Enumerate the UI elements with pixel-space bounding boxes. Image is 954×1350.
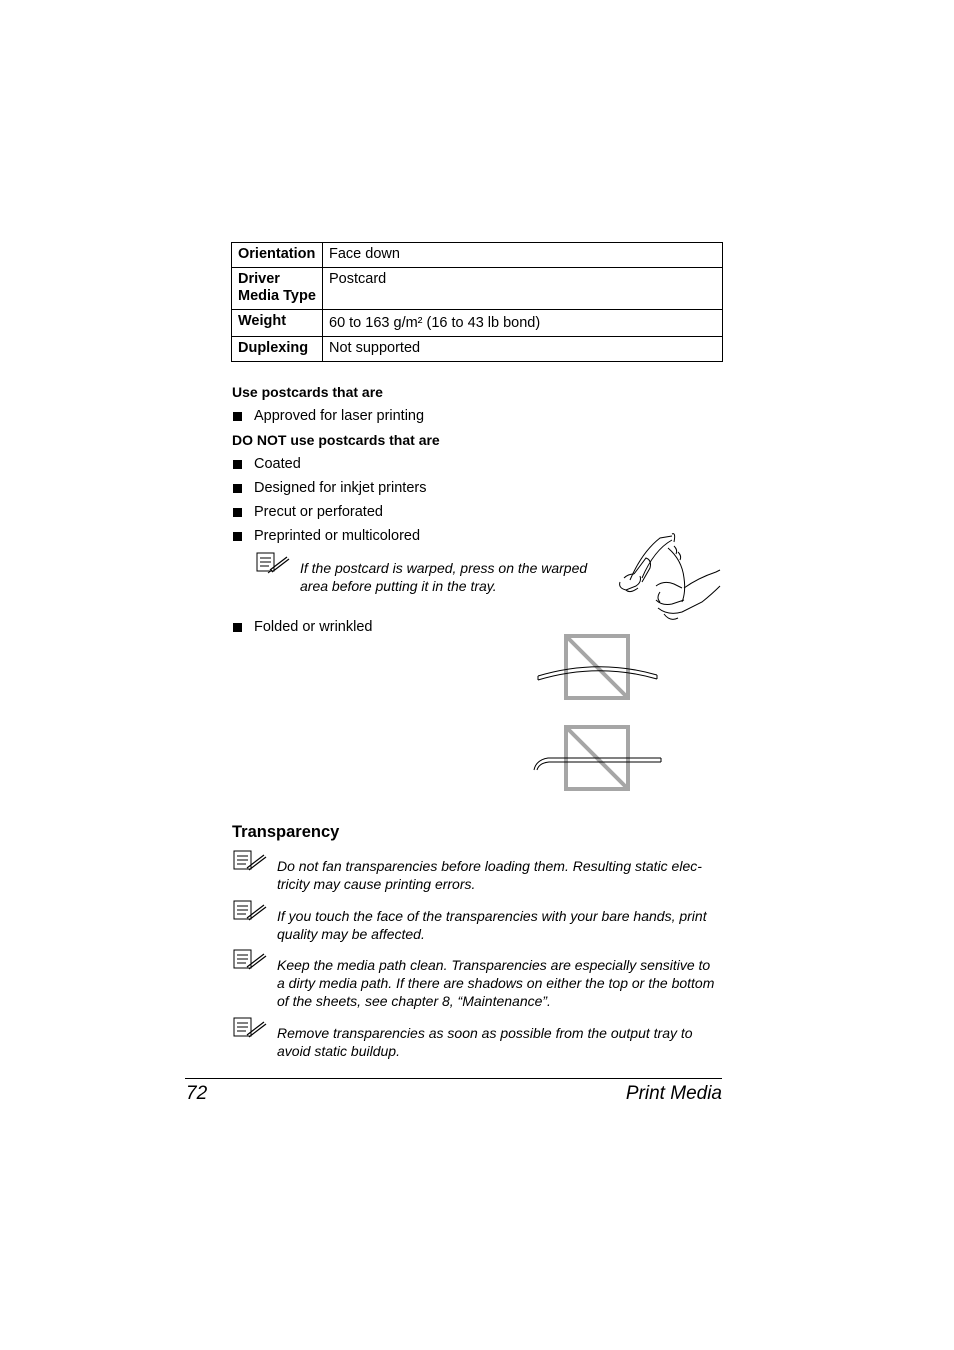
section-heading: Transparency xyxy=(232,823,340,841)
list-item: Approved for laser printing xyxy=(254,408,425,424)
note-pencil-icon xyxy=(256,552,290,574)
donot-heading: DO NOT use postcards that are xyxy=(232,432,440,448)
table-row xyxy=(232,310,723,337)
list-item: Coated xyxy=(254,456,301,472)
folded-postcard-prohibited-illustration xyxy=(530,722,666,794)
table-key: Weight xyxy=(232,310,323,337)
note-line: avoid static buildup. xyxy=(277,1043,400,1059)
transparency-note xyxy=(277,857,702,893)
table-row xyxy=(232,268,723,310)
table-key: Driver Media Type xyxy=(232,268,323,310)
table-value: Not supported xyxy=(323,337,723,362)
note-line: If you touch the face of the transparencies with your bare hands, print xyxy=(277,908,707,924)
transparency-note xyxy=(277,907,707,943)
note-pencil-icon xyxy=(233,850,267,872)
list-item: Preprinted or multicolored xyxy=(254,528,421,544)
footer-section-title: Print Media xyxy=(625,1083,722,1104)
note-line: quality may be affected. xyxy=(277,926,425,942)
page-number: 72 xyxy=(186,1083,208,1104)
note-line: tricity may cause printing errors. xyxy=(277,876,476,892)
table-value: 60 to 163 g/m² (16 to 43 lb bond) xyxy=(323,310,723,337)
table-row xyxy=(232,243,723,268)
note-pencil-icon xyxy=(233,900,267,922)
transparency-note xyxy=(277,956,714,1010)
table-value: Postcard xyxy=(323,268,723,310)
list-item: Folded or wrinkled xyxy=(254,619,373,635)
table-key: Orientation xyxy=(232,243,323,268)
list-item: Precut or perforated xyxy=(254,504,383,520)
use-heading: Use postcards that are xyxy=(232,384,383,400)
note-line: Do not fan transparencies before loading them. Resulting static elec- xyxy=(277,858,702,874)
note-line: Remove transparencies as soon as possible from the output tray to xyxy=(277,1025,693,1041)
footer-rule xyxy=(185,1078,722,1079)
note-line: If the postcard is warped, press on the warped xyxy=(300,560,588,576)
list-item: Designed for inkjet printers xyxy=(254,480,427,496)
note-line: a dirty media path. If there are shadows on either the top or the bottom xyxy=(277,975,715,991)
hands-pressing-postcard-illustration xyxy=(612,530,724,622)
postcard-spec-table xyxy=(231,242,723,362)
transparency-note xyxy=(277,1024,693,1060)
note-pencil-icon xyxy=(233,1017,267,1039)
table-key: Duplexing xyxy=(232,337,323,362)
warp-note xyxy=(300,559,587,595)
note-line: area before putting it in the tray. xyxy=(300,578,497,594)
table-row xyxy=(232,337,723,362)
note-pencil-icon xyxy=(233,949,267,971)
table-value: Face down xyxy=(323,243,723,268)
note-line: of the sheets, see chapter 8, “Maintenance”. xyxy=(277,993,551,1009)
note-line: Keep the media path clean. Transparencies are especially sensitive to xyxy=(277,957,711,973)
curved-postcard-prohibited-illustration xyxy=(530,632,666,704)
